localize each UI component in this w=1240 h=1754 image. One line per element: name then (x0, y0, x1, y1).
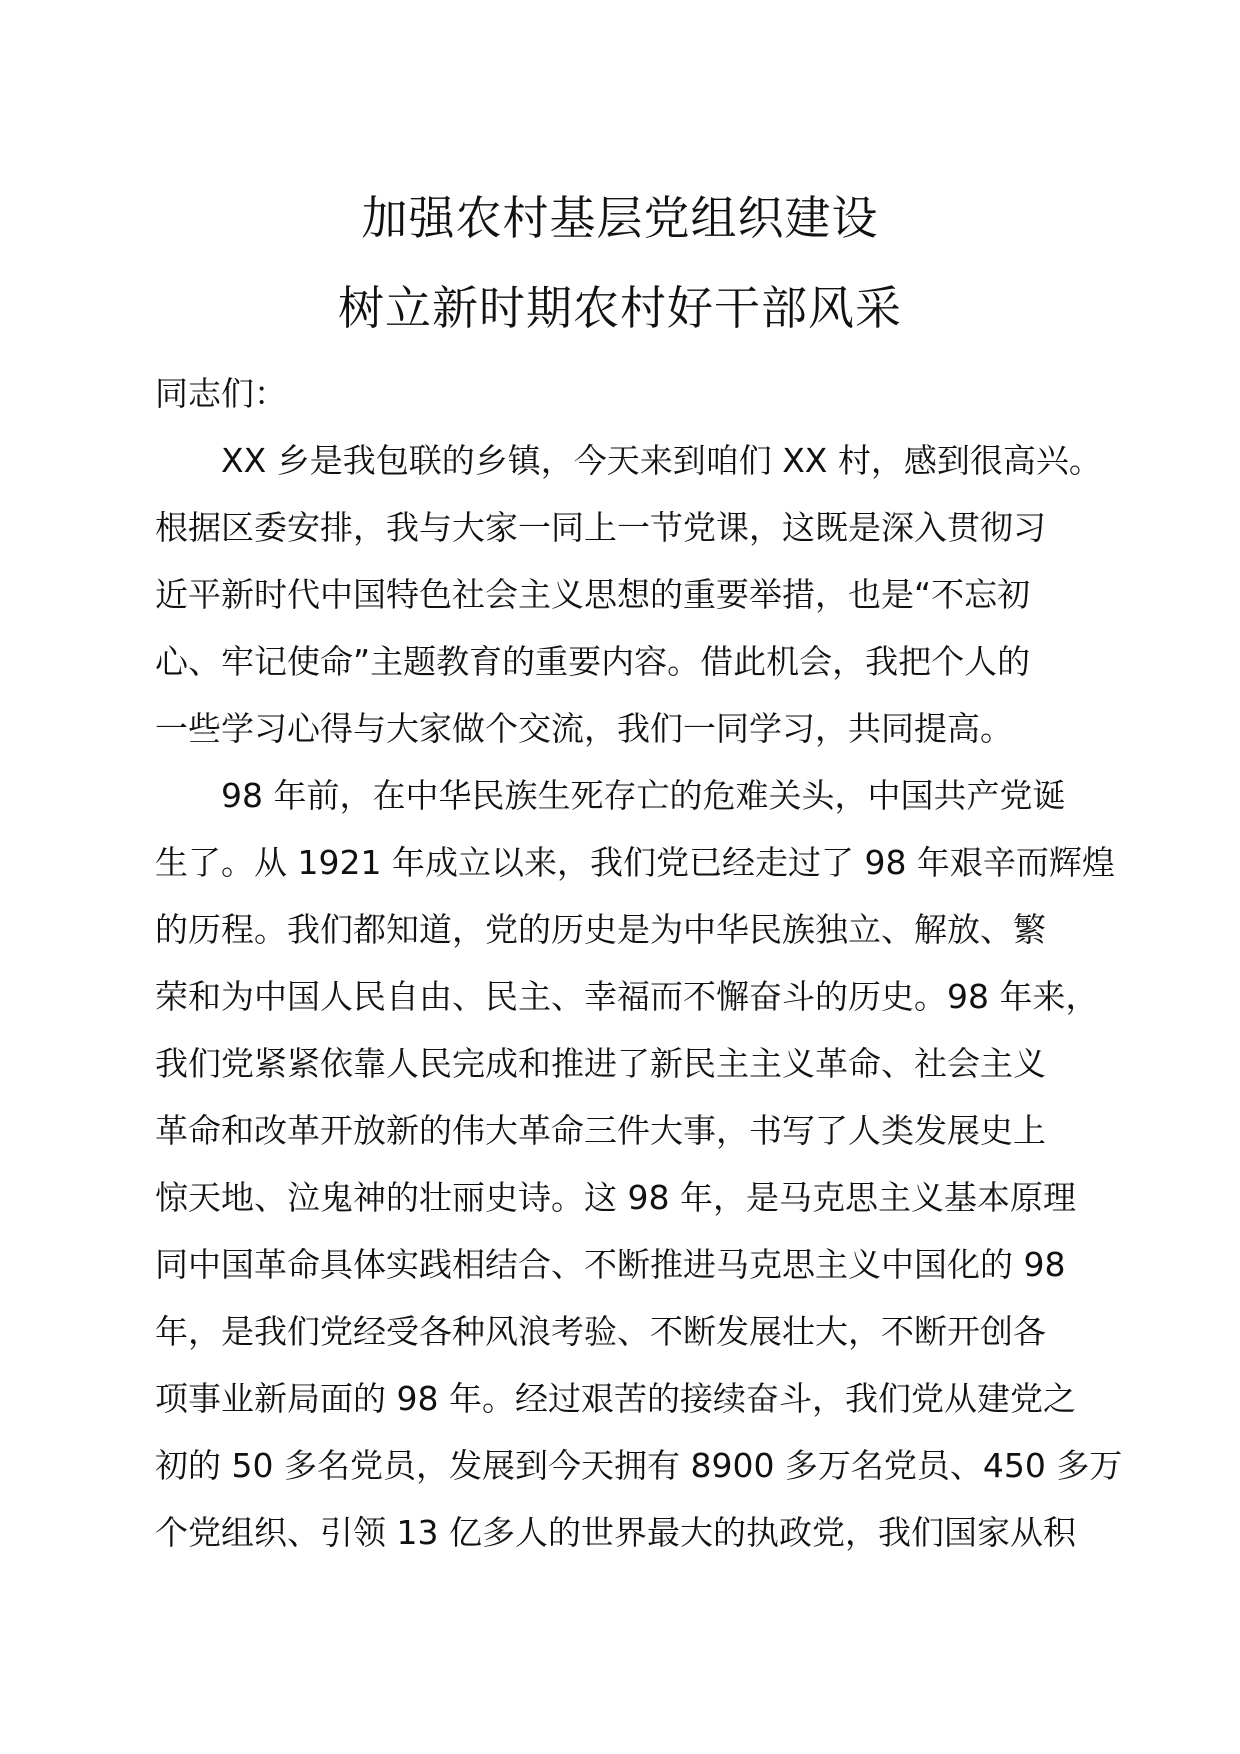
document-body (155, 372, 1123, 1578)
salutation: 同志们： (155, 374, 287, 413)
paragraph-line: XX 乡是我包联的乡镇，今天来到咱们 XX 村，感到很高兴。 (221, 441, 1102, 480)
paragraph-line: 心、牢记使命”主题教育的重要内容。借此机会，我把个人的 (155, 642, 1031, 681)
paragraph-line: 初的 50 多名党员，发展到今天拥有 8900 多万名党员、450 多万 (155, 1446, 1123, 1485)
paragraph-line: 革命和改革开放新的伟大革命三件大事，书写了人类发展史上 (155, 1111, 1046, 1150)
paragraph-line: 惊天地、泣鬼神的壮丽史诗。这 98 年，是马克思主义基本原理 (155, 1178, 1076, 1217)
paragraph-line: 一些学习心得与大家做个交流，我们一同学习，共同提高。 (155, 709, 1013, 748)
paragraph-line: 98 年前，在中华民族生死存亡的危难关头，中国共产党诞 (221, 776, 1066, 815)
paragraph-line: 近平新时代中国特色社会主义思想的重要举措，也是“不忘初 (155, 575, 1031, 614)
title-line-2: 树立新时期农村好干部风采 (338, 281, 902, 335)
paragraph-line: 同中国革命具体实践相结合、不断推进马克思主义中国化的 98 (155, 1245, 1066, 1284)
paragraph-line: 生了。从 1921 年成立以来，我们党已经走过了 98 年艰辛而辉煌 (155, 843, 1115, 882)
paragraph-line: 年，是我们党经受各种风浪考验、不断发展壮大，不断开创各 (155, 1312, 1046, 1351)
paragraph-line: 荣和为中国人民自由、民主、幸福而不懈奋斗的历史。98 年来， (155, 977, 1099, 1016)
paragraph-1 (155, 439, 1105, 751)
document-title (0, 191, 1240, 335)
title-line-1: 加强农村基层党组织建设 (361, 191, 879, 245)
paragraph-line: 的历程。我们都知道，党的历史是为中华民族独立、解放、繁 (155, 910, 1046, 949)
paragraph-2 (155, 774, 1123, 1555)
paragraph-line: 个党组织、引领 13 亿多人的世界最大的执政党，我们国家从积 (155, 1513, 1076, 1552)
paragraph-line: 我们党紧紧依靠人民完成和推进了新民主主义革命、社会主义 (155, 1044, 1046, 1083)
paragraph-line: 根据区委安排，我与大家一同上一节党课，这既是深入贯彻习 (155, 508, 1046, 547)
paragraph-line: 项事业新局面的 98 年。经过艰苦的接续奋斗，我们党从建党之 (155, 1379, 1076, 1418)
